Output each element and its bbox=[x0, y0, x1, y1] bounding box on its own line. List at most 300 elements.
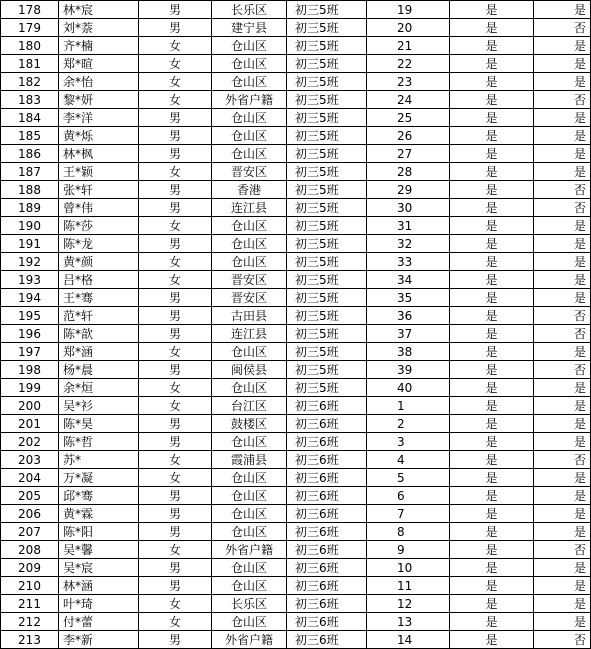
class-cell[interactable]: 初三5班 bbox=[287, 163, 367, 181]
row-index-cell[interactable]: 210 bbox=[1, 577, 59, 595]
status-b-cell[interactable]: 是 bbox=[534, 397, 591, 415]
district-cell[interactable]: 仓山区 bbox=[212, 217, 287, 235]
name-cell[interactable]: 杨*晨 bbox=[59, 361, 139, 379]
table-row bbox=[1, 379, 591, 397]
name-cell[interactable]: 李*洋 bbox=[59, 109, 139, 127]
table-row bbox=[1, 37, 591, 55]
gender-cell[interactable]: 男 bbox=[139, 325, 212, 343]
seat-number-cell[interactable]: 40 bbox=[367, 379, 450, 397]
seat-number-cell[interactable]: 3 bbox=[367, 433, 450, 451]
status-b-cell[interactable]: 是 bbox=[534, 415, 591, 433]
seat-number-cell[interactable]: 6 bbox=[367, 487, 450, 505]
table-body bbox=[1, 1, 591, 649]
status-a-cell[interactable]: 是 bbox=[450, 595, 534, 613]
name-cell[interactable]: 陈*歆 bbox=[59, 325, 139, 343]
status-a-cell[interactable]: 是 bbox=[450, 469, 534, 487]
seat-number-cell[interactable]: 24 bbox=[367, 91, 450, 109]
name-cell[interactable]: 邱*骞 bbox=[59, 487, 139, 505]
row-index-cell[interactable]: 199 bbox=[1, 379, 59, 397]
seat-number-cell[interactable]: 31 bbox=[367, 217, 450, 235]
gender-cell[interactable]: 男 bbox=[139, 235, 212, 253]
class-cell[interactable]: 初三6班 bbox=[287, 631, 367, 649]
class-cell[interactable]: 初三5班 bbox=[287, 343, 367, 361]
row-index-cell[interactable]: 179 bbox=[1, 19, 59, 37]
status-a-cell[interactable]: 是 bbox=[450, 253, 534, 271]
class-cell[interactable]: 初三6班 bbox=[287, 451, 367, 469]
district-cell[interactable]: 仓山区 bbox=[212, 559, 287, 577]
status-b-cell[interactable]: 是 bbox=[534, 289, 591, 307]
class-cell[interactable]: 初三6班 bbox=[287, 559, 367, 577]
seat-number-cell[interactable]: 1 bbox=[367, 397, 450, 415]
gender-cell[interactable]: 男 bbox=[139, 145, 212, 163]
gender-cell[interactable]: 女 bbox=[139, 271, 212, 289]
district-cell[interactable]: 鼓楼区 bbox=[212, 415, 287, 433]
row-index-cell[interactable]: 211 bbox=[1, 595, 59, 613]
district-cell[interactable]: 外省户籍 bbox=[212, 541, 287, 559]
name-cell[interactable]: 林*宸 bbox=[59, 1, 139, 19]
status-a-cell[interactable]: 是 bbox=[450, 271, 534, 289]
status-b-cell[interactable]: 是 bbox=[534, 109, 591, 127]
district-cell[interactable]: 连江县 bbox=[212, 325, 287, 343]
name-cell[interactable]: 付*蕾 bbox=[59, 613, 139, 631]
status-a-cell[interactable]: 是 bbox=[450, 289, 534, 307]
seat-number-cell[interactable]: 14 bbox=[367, 631, 450, 649]
status-b-cell[interactable]: 是 bbox=[534, 235, 591, 253]
name-cell[interactable]: 李*新 bbox=[59, 631, 139, 649]
class-cell[interactable]: 初三5班 bbox=[287, 253, 367, 271]
district-cell[interactable]: 仓山区 bbox=[212, 253, 287, 271]
gender-cell[interactable]: 男 bbox=[139, 307, 212, 325]
district-cell[interactable]: 仓山区 bbox=[212, 379, 287, 397]
row-index-cell[interactable]: 186 bbox=[1, 145, 59, 163]
gender-cell[interactable]: 女 bbox=[139, 73, 212, 91]
status-b-cell[interactable]: 否 bbox=[534, 325, 591, 343]
name-cell[interactable]: 刘*萘 bbox=[59, 19, 139, 37]
name-cell[interactable]: 陈*莎 bbox=[59, 217, 139, 235]
gender-cell[interactable]: 女 bbox=[139, 613, 212, 631]
class-cell[interactable]: 初三5班 bbox=[287, 1, 367, 19]
gender-cell[interactable]: 男 bbox=[139, 433, 212, 451]
status-a-cell[interactable]: 是 bbox=[450, 577, 534, 595]
seat-number-cell[interactable]: 9 bbox=[367, 541, 450, 559]
seat-number-cell[interactable]: 2 bbox=[367, 415, 450, 433]
name-cell[interactable]: 陈*龙 bbox=[59, 235, 139, 253]
seat-number-cell[interactable]: 35 bbox=[367, 289, 450, 307]
gender-cell[interactable]: 女 bbox=[139, 379, 212, 397]
status-a-cell[interactable]: 是 bbox=[450, 181, 534, 199]
name-cell[interactable]: 林*枫 bbox=[59, 145, 139, 163]
district-cell[interactable]: 仓山区 bbox=[212, 505, 287, 523]
row-index-cell[interactable]: 184 bbox=[1, 109, 59, 127]
status-a-cell[interactable]: 是 bbox=[450, 19, 534, 37]
status-b-cell[interactable]: 是 bbox=[534, 433, 591, 451]
seat-number-cell[interactable]: 13 bbox=[367, 613, 450, 631]
class-cell[interactable]: 初三6班 bbox=[287, 487, 367, 505]
district-cell[interactable]: 长乐区 bbox=[212, 595, 287, 613]
status-b-cell[interactable]: 是 bbox=[534, 487, 591, 505]
table-row bbox=[1, 559, 591, 577]
status-b-cell[interactable]: 是 bbox=[534, 163, 591, 181]
status-a-cell[interactable]: 是 bbox=[450, 145, 534, 163]
name-cell[interactable]: 齐*楠 bbox=[59, 37, 139, 55]
status-b-cell[interactable]: 否 bbox=[534, 181, 591, 199]
status-a-cell[interactable]: 是 bbox=[450, 541, 534, 559]
seat-number-cell[interactable]: 8 bbox=[367, 523, 450, 541]
district-cell[interactable]: 香港 bbox=[212, 181, 287, 199]
gender-cell[interactable]: 男 bbox=[139, 1, 212, 19]
name-cell[interactable]: 林*涵 bbox=[59, 577, 139, 595]
seat-number-cell[interactable]: 25 bbox=[367, 109, 450, 127]
status-b-cell[interactable]: 是 bbox=[534, 271, 591, 289]
class-cell[interactable]: 初三5班 bbox=[287, 37, 367, 55]
row-index-cell[interactable]: 195 bbox=[1, 307, 59, 325]
seat-number-cell[interactable]: 36 bbox=[367, 307, 450, 325]
seat-number-cell[interactable]: 12 bbox=[367, 595, 450, 613]
table-row bbox=[1, 19, 591, 37]
district-cell[interactable]: 仓山区 bbox=[212, 343, 287, 361]
district-cell[interactable]: 仓山区 bbox=[212, 73, 287, 91]
status-b-cell[interactable]: 否 bbox=[534, 631, 591, 649]
status-a-cell[interactable]: 是 bbox=[450, 487, 534, 505]
status-b-cell[interactable]: 否 bbox=[534, 541, 591, 559]
gender-cell[interactable]: 女 bbox=[139, 541, 212, 559]
table-row bbox=[1, 631, 591, 649]
class-cell[interactable]: 初三6班 bbox=[287, 541, 367, 559]
gender-cell[interactable]: 女 bbox=[139, 253, 212, 271]
class-cell[interactable]: 初三6班 bbox=[287, 469, 367, 487]
row-index-cell[interactable]: 190 bbox=[1, 217, 59, 235]
seat-number-cell[interactable]: 5 bbox=[367, 469, 450, 487]
seat-number-cell[interactable]: 29 bbox=[367, 181, 450, 199]
name-cell[interactable]: 黄*颜 bbox=[59, 253, 139, 271]
table-row bbox=[1, 505, 591, 523]
seat-number-cell[interactable]: 32 bbox=[367, 235, 450, 253]
status-b-cell[interactable]: 是 bbox=[534, 1, 591, 19]
gender-cell[interactable]: 女 bbox=[139, 343, 212, 361]
status-a-cell[interactable]: 是 bbox=[450, 397, 534, 415]
row-index-cell[interactable]: 206 bbox=[1, 505, 59, 523]
status-a-cell[interactable]: 是 bbox=[450, 379, 534, 397]
gender-cell[interactable]: 男 bbox=[139, 523, 212, 541]
row-index-cell[interactable]: 185 bbox=[1, 127, 59, 145]
name-cell[interactable]: 苏* bbox=[59, 451, 139, 469]
district-cell[interactable]: 仓山区 bbox=[212, 469, 287, 487]
gender-cell[interactable]: 男 bbox=[139, 199, 212, 217]
gender-cell[interactable]: 男 bbox=[139, 505, 212, 523]
gender-cell[interactable]: 男 bbox=[139, 415, 212, 433]
status-b-cell[interactable]: 否 bbox=[534, 19, 591, 37]
row-index-cell[interactable]: 194 bbox=[1, 289, 59, 307]
status-a-cell[interactable]: 是 bbox=[450, 217, 534, 235]
class-cell[interactable]: 初三5班 bbox=[287, 235, 367, 253]
name-cell[interactable]: 余*怡 bbox=[59, 73, 139, 91]
district-cell[interactable]: 仓山区 bbox=[212, 145, 287, 163]
district-cell[interactable]: 台江区 bbox=[212, 397, 287, 415]
seat-number-cell[interactable]: 11 bbox=[367, 577, 450, 595]
status-a-cell[interactable]: 是 bbox=[450, 559, 534, 577]
seat-number-cell[interactable]: 20 bbox=[367, 19, 450, 37]
district-cell[interactable]: 闽侯县 bbox=[212, 361, 287, 379]
seat-number-cell[interactable]: 39 bbox=[367, 361, 450, 379]
row-index-cell[interactable]: 208 bbox=[1, 541, 59, 559]
district-cell[interactable]: 连江县 bbox=[212, 199, 287, 217]
district-cell[interactable]: 晋安区 bbox=[212, 289, 287, 307]
district-cell[interactable]: 仓山区 bbox=[212, 433, 287, 451]
district-cell[interactable]: 仓山区 bbox=[212, 613, 287, 631]
district-cell[interactable]: 霞浦县 bbox=[212, 451, 287, 469]
class-cell[interactable]: 初三5班 bbox=[287, 361, 367, 379]
status-a-cell[interactable]: 是 bbox=[450, 163, 534, 181]
gender-cell[interactable]: 男 bbox=[139, 631, 212, 649]
row-index-cell[interactable]: 188 bbox=[1, 181, 59, 199]
status-b-cell[interactable]: 否 bbox=[534, 91, 591, 109]
district-cell[interactable]: 仓山区 bbox=[212, 577, 287, 595]
seat-number-cell[interactable]: 7 bbox=[367, 505, 450, 523]
row-index-cell[interactable]: 209 bbox=[1, 559, 59, 577]
row-index-cell[interactable]: 178 bbox=[1, 1, 59, 19]
class-cell[interactable]: 初三5班 bbox=[287, 307, 367, 325]
class-cell[interactable]: 初三5班 bbox=[287, 73, 367, 91]
row-index-cell[interactable]: 203 bbox=[1, 451, 59, 469]
seat-number-cell[interactable]: 28 bbox=[367, 163, 450, 181]
class-cell[interactable]: 初三6班 bbox=[287, 415, 367, 433]
status-b-cell[interactable]: 否 bbox=[534, 307, 591, 325]
status-a-cell[interactable]: 是 bbox=[450, 505, 534, 523]
class-cell[interactable]: 初三5班 bbox=[287, 289, 367, 307]
row-index-cell[interactable]: 192 bbox=[1, 253, 59, 271]
status-b-cell[interactable]: 是 bbox=[534, 523, 591, 541]
name-cell[interactable]: 王*颖 bbox=[59, 163, 139, 181]
class-cell[interactable]: 初三6班 bbox=[287, 397, 367, 415]
status-b-cell[interactable]: 是 bbox=[534, 73, 591, 91]
class-cell[interactable]: 初三5班 bbox=[287, 91, 367, 109]
status-b-cell[interactable]: 是 bbox=[534, 253, 591, 271]
name-cell[interactable]: 张*轩 bbox=[59, 181, 139, 199]
status-b-cell[interactable]: 是 bbox=[534, 559, 591, 577]
table-row bbox=[1, 595, 591, 613]
district-cell[interactable]: 仓山区 bbox=[212, 37, 287, 55]
status-a-cell[interactable]: 是 bbox=[450, 433, 534, 451]
gender-cell[interactable]: 男 bbox=[139, 181, 212, 199]
row-index-cell[interactable]: 181 bbox=[1, 55, 59, 73]
gender-cell[interactable]: 女 bbox=[139, 217, 212, 235]
district-cell[interactable]: 仓山区 bbox=[212, 523, 287, 541]
gender-cell[interactable]: 女 bbox=[139, 163, 212, 181]
status-a-cell[interactable]: 是 bbox=[450, 325, 534, 343]
status-b-cell[interactable]: 否 bbox=[534, 199, 591, 217]
district-cell[interactable]: 长乐区 bbox=[212, 1, 287, 19]
row-index-cell[interactable]: 189 bbox=[1, 199, 59, 217]
class-cell[interactable]: 初三5班 bbox=[287, 199, 367, 217]
name-cell[interactable]: 吴*宸 bbox=[59, 559, 139, 577]
status-a-cell[interactable]: 是 bbox=[450, 37, 534, 55]
seat-number-cell[interactable]: 30 bbox=[367, 199, 450, 217]
class-cell[interactable]: 初三5班 bbox=[287, 127, 367, 145]
row-index-cell[interactable]: 187 bbox=[1, 163, 59, 181]
table-row bbox=[1, 271, 591, 289]
status-a-cell[interactable]: 是 bbox=[450, 361, 534, 379]
status-b-cell[interactable]: 是 bbox=[534, 127, 591, 145]
gender-cell[interactable]: 女 bbox=[139, 595, 212, 613]
row-index-cell[interactable]: 200 bbox=[1, 397, 59, 415]
table-row bbox=[1, 1, 591, 19]
gender-cell[interactable]: 男 bbox=[139, 577, 212, 595]
gender-cell[interactable]: 男 bbox=[139, 289, 212, 307]
name-cell[interactable]: 吴*馨 bbox=[59, 541, 139, 559]
district-cell[interactable]: 仓山区 bbox=[212, 487, 287, 505]
status-b-cell[interactable]: 是 bbox=[534, 145, 591, 163]
table-row bbox=[1, 55, 591, 73]
gender-cell[interactable]: 男 bbox=[139, 361, 212, 379]
row-index-cell[interactable]: 196 bbox=[1, 325, 59, 343]
name-cell[interactable]: 万*凝 bbox=[59, 469, 139, 487]
row-index-cell[interactable]: 180 bbox=[1, 37, 59, 55]
status-b-cell[interactable]: 是 bbox=[534, 379, 591, 397]
district-cell[interactable]: 仓山区 bbox=[212, 109, 287, 127]
name-cell[interactable]: 陈*昊 bbox=[59, 415, 139, 433]
name-cell[interactable]: 吴*衫 bbox=[59, 397, 139, 415]
class-cell[interactable]: 初三6班 bbox=[287, 523, 367, 541]
class-cell[interactable]: 初三5班 bbox=[287, 109, 367, 127]
gender-cell[interactable]: 女 bbox=[139, 469, 212, 487]
gender-cell[interactable]: 男 bbox=[139, 109, 212, 127]
name-cell[interactable]: 余*烜 bbox=[59, 379, 139, 397]
name-cell[interactable]: 郑*暄 bbox=[59, 55, 139, 73]
gender-cell[interactable]: 男 bbox=[139, 127, 212, 145]
name-cell[interactable]: 黎*妍 bbox=[59, 91, 139, 109]
class-cell[interactable]: 初三5班 bbox=[287, 271, 367, 289]
status-a-cell[interactable]: 是 bbox=[450, 235, 534, 253]
row-index-cell[interactable]: 193 bbox=[1, 271, 59, 289]
status-a-cell[interactable]: 是 bbox=[450, 613, 534, 631]
gender-cell[interactable]: 男 bbox=[139, 487, 212, 505]
row-index-cell[interactable]: 191 bbox=[1, 235, 59, 253]
class-cell[interactable]: 初三5班 bbox=[287, 181, 367, 199]
gender-cell[interactable]: 女 bbox=[139, 397, 212, 415]
seat-number-cell[interactable]: 4 bbox=[367, 451, 450, 469]
row-index-cell[interactable]: 204 bbox=[1, 469, 59, 487]
district-cell[interactable]: 仓山区 bbox=[212, 55, 287, 73]
seat-number-cell[interactable]: 21 bbox=[367, 37, 450, 55]
table-row bbox=[1, 127, 591, 145]
seat-number-cell[interactable]: 23 bbox=[367, 73, 450, 91]
row-index-cell[interactable]: 201 bbox=[1, 415, 59, 433]
class-cell[interactable]: 初三6班 bbox=[287, 433, 367, 451]
status-b-cell[interactable]: 是 bbox=[534, 613, 591, 631]
status-a-cell[interactable]: 是 bbox=[450, 523, 534, 541]
row-index-cell[interactable]: 205 bbox=[1, 487, 59, 505]
status-b-cell[interactable]: 是 bbox=[534, 37, 591, 55]
name-cell[interactable]: 黄*霖 bbox=[59, 505, 139, 523]
row-index-cell[interactable]: 213 bbox=[1, 631, 59, 649]
name-cell[interactable]: 范*轩 bbox=[59, 307, 139, 325]
gender-cell[interactable]: 男 bbox=[139, 559, 212, 577]
seat-number-cell[interactable]: 22 bbox=[367, 55, 450, 73]
gender-cell[interactable]: 女 bbox=[139, 55, 212, 73]
class-cell[interactable]: 初三6班 bbox=[287, 577, 367, 595]
status-a-cell[interactable]: 是 bbox=[450, 631, 534, 649]
row-index-cell[interactable]: 183 bbox=[1, 91, 59, 109]
seat-number-cell[interactable]: 27 bbox=[367, 145, 450, 163]
status-b-cell[interactable]: 是 bbox=[534, 55, 591, 73]
status-b-cell[interactable]: 是 bbox=[534, 343, 591, 361]
seat-number-cell[interactable]: 37 bbox=[367, 325, 450, 343]
status-a-cell[interactable]: 是 bbox=[450, 199, 534, 217]
class-cell[interactable]: 初三5班 bbox=[287, 145, 367, 163]
name-cell[interactable]: 王*骞 bbox=[59, 289, 139, 307]
status-a-cell[interactable]: 是 bbox=[450, 451, 534, 469]
seat-number-cell[interactable]: 38 bbox=[367, 343, 450, 361]
district-cell[interactable]: 晋安区 bbox=[212, 271, 287, 289]
status-b-cell[interactable]: 是 bbox=[534, 577, 591, 595]
district-cell[interactable]: 古田县 bbox=[212, 307, 287, 325]
status-a-cell[interactable]: 是 bbox=[450, 127, 534, 145]
status-b-cell[interactable]: 是 bbox=[534, 217, 591, 235]
class-cell[interactable]: 初三6班 bbox=[287, 505, 367, 523]
name-cell[interactable]: 曾*伟 bbox=[59, 199, 139, 217]
row-index-cell[interactable]: 207 bbox=[1, 523, 59, 541]
row-index-cell[interactable]: 182 bbox=[1, 73, 59, 91]
status-a-cell[interactable]: 是 bbox=[450, 415, 534, 433]
status-b-cell[interactable]: 是 bbox=[534, 469, 591, 487]
gender-cell[interactable]: 女 bbox=[139, 37, 212, 55]
status-b-cell[interactable]: 否 bbox=[534, 361, 591, 379]
class-cell[interactable]: 初三6班 bbox=[287, 595, 367, 613]
district-cell[interactable]: 仓山区 bbox=[212, 235, 287, 253]
status-b-cell[interactable]: 否 bbox=[534, 451, 591, 469]
row-index-cell[interactable]: 197 bbox=[1, 343, 59, 361]
name-cell[interactable]: 郑*涵 bbox=[59, 343, 139, 361]
class-cell[interactable]: 初三5班 bbox=[287, 217, 367, 235]
status-b-cell[interactable]: 是 bbox=[534, 505, 591, 523]
district-cell[interactable]: 仓山区 bbox=[212, 127, 287, 145]
status-a-cell[interactable]: 是 bbox=[450, 343, 534, 361]
status-a-cell[interactable]: 是 bbox=[450, 1, 534, 19]
seat-number-cell[interactable]: 10 bbox=[367, 559, 450, 577]
status-a-cell[interactable]: 是 bbox=[450, 73, 534, 91]
class-cell[interactable]: 初三5班 bbox=[287, 325, 367, 343]
district-cell[interactable]: 晋安区 bbox=[212, 163, 287, 181]
status-a-cell[interactable]: 是 bbox=[450, 55, 534, 73]
class-cell[interactable]: 初三5班 bbox=[287, 55, 367, 73]
row-index-cell[interactable]: 198 bbox=[1, 361, 59, 379]
seat-number-cell[interactable]: 19 bbox=[367, 1, 450, 19]
name-cell[interactable]: 黄*烁 bbox=[59, 127, 139, 145]
class-cell[interactable]: 初三6班 bbox=[287, 613, 367, 631]
seat-number-cell[interactable]: 26 bbox=[367, 127, 450, 145]
gender-cell[interactable]: 女 bbox=[139, 451, 212, 469]
status-a-cell[interactable]: 是 bbox=[450, 307, 534, 325]
name-cell[interactable]: 陈*阳 bbox=[59, 523, 139, 541]
status-a-cell[interactable]: 是 bbox=[450, 91, 534, 109]
gender-cell[interactable]: 男 bbox=[139, 19, 212, 37]
row-index-cell[interactable]: 202 bbox=[1, 433, 59, 451]
class-cell[interactable]: 初三5班 bbox=[287, 379, 367, 397]
name-cell[interactable]: 叶*琦 bbox=[59, 595, 139, 613]
name-cell[interactable]: 吕*格 bbox=[59, 271, 139, 289]
status-b-cell[interactable]: 是 bbox=[534, 595, 591, 613]
district-cell[interactable]: 建宁县 bbox=[212, 19, 287, 37]
status-a-cell[interactable]: 是 bbox=[450, 109, 534, 127]
class-cell[interactable]: 初三5班 bbox=[287, 19, 367, 37]
seat-number-cell[interactable]: 34 bbox=[367, 271, 450, 289]
seat-number-cell[interactable]: 33 bbox=[367, 253, 450, 271]
row-index-cell[interactable]: 212 bbox=[1, 613, 59, 631]
district-cell[interactable]: 外省户籍 bbox=[212, 91, 287, 109]
district-cell[interactable]: 外省户籍 bbox=[212, 631, 287, 649]
name-cell[interactable]: 陈*哲 bbox=[59, 433, 139, 451]
gender-cell[interactable]: 女 bbox=[139, 91, 212, 109]
